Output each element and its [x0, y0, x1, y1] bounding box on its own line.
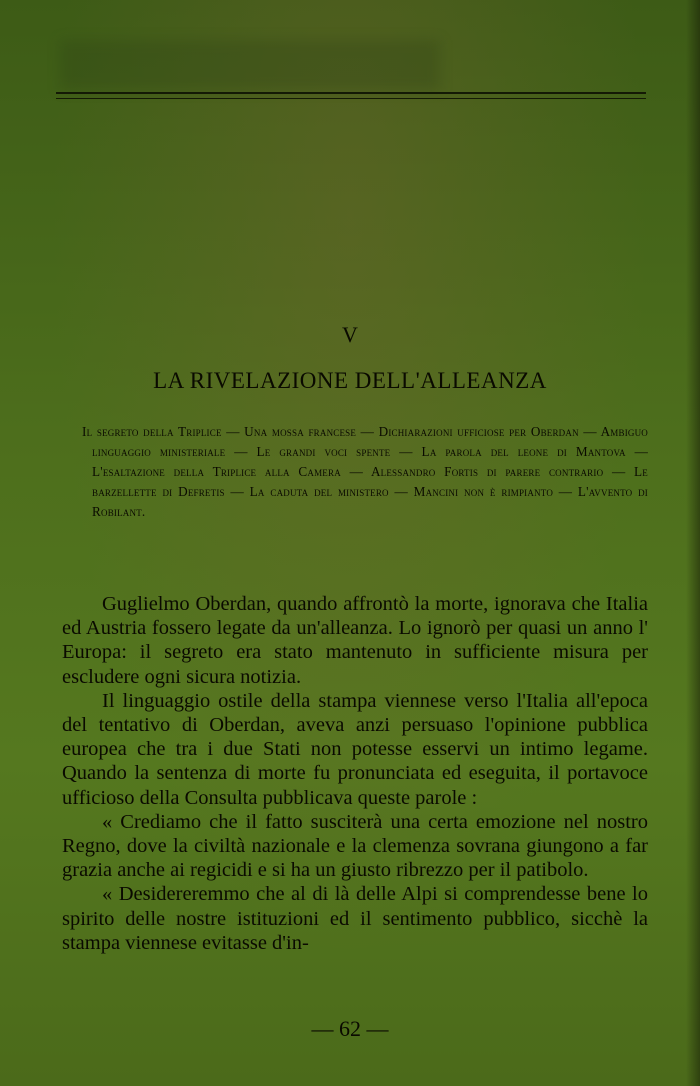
bleed-through-smudge — [60, 40, 440, 90]
chapter-title: LA RIVELAZIONE DELL'ALLEANZA — [153, 368, 547, 393]
page-edge-shadow — [686, 0, 700, 1086]
paragraph: Il linguaggio ostile della stampa viennese verso l'Italia all'epoca del tentativo di Oberdan, aveva anzi persuaso l'opinione pubblica europea che tra i due Stati non potesse esservi un intimo legame. Quando la sentenza di morte fu pronunciata ed eseguita, il portavoce ufficioso della Consulta pubblicava queste parole : — [62, 689, 648, 809]
header-rule-thick — [56, 92, 646, 94]
page-number: — 62 — — [311, 1016, 389, 1041]
body-text — [62, 592, 648, 955]
chapter-summary — [62, 422, 648, 522]
paragraph: « Crediamo che il fatto susciterà una certa emozione nel nostro Regno, dove la civiltà nazionale e la clemenza sovrana giungono a far grazia anche ai regicidi e si ha un giusto ribrezzo per il patibolo. — [62, 810, 648, 882]
chapter-summary-text: Il segreto della Triplice — Una mossa francese — Dichiarazioni ufficiose per Oberdan — Ambiguo linguaggio ministeriale — Le grandi voci spente — La parola del leone di Mantova — L'esaltazione della Triplice alla Camera — Alessandro Fortis di parere contrario — Le barzellette di Defretis — La caduta del ministero — Mancini non è rimpianto — L'avvento di Robilant. — [82, 424, 648, 519]
chapter-number: V — [342, 322, 358, 347]
header-rule-thin — [56, 98, 646, 99]
paragraph: « Desidereremmo che al di là delle Alpi si comprendesse bene lo spirito delle nostre istituzioni ed il sentimento pubblico, sicchè la stampa viennese evitasse d'in- — [62, 883, 648, 954]
paragraph: Guglielmo Oberdan, quando affrontò la morte, ignorava che Italia ed Austria fossero legate da un'alleanza. Lo ignorò per quasi un anno l' Europa: il segreto era stato mantenuto in sufficiente misura per escludere ogni sicura notizia. — [62, 593, 648, 688]
